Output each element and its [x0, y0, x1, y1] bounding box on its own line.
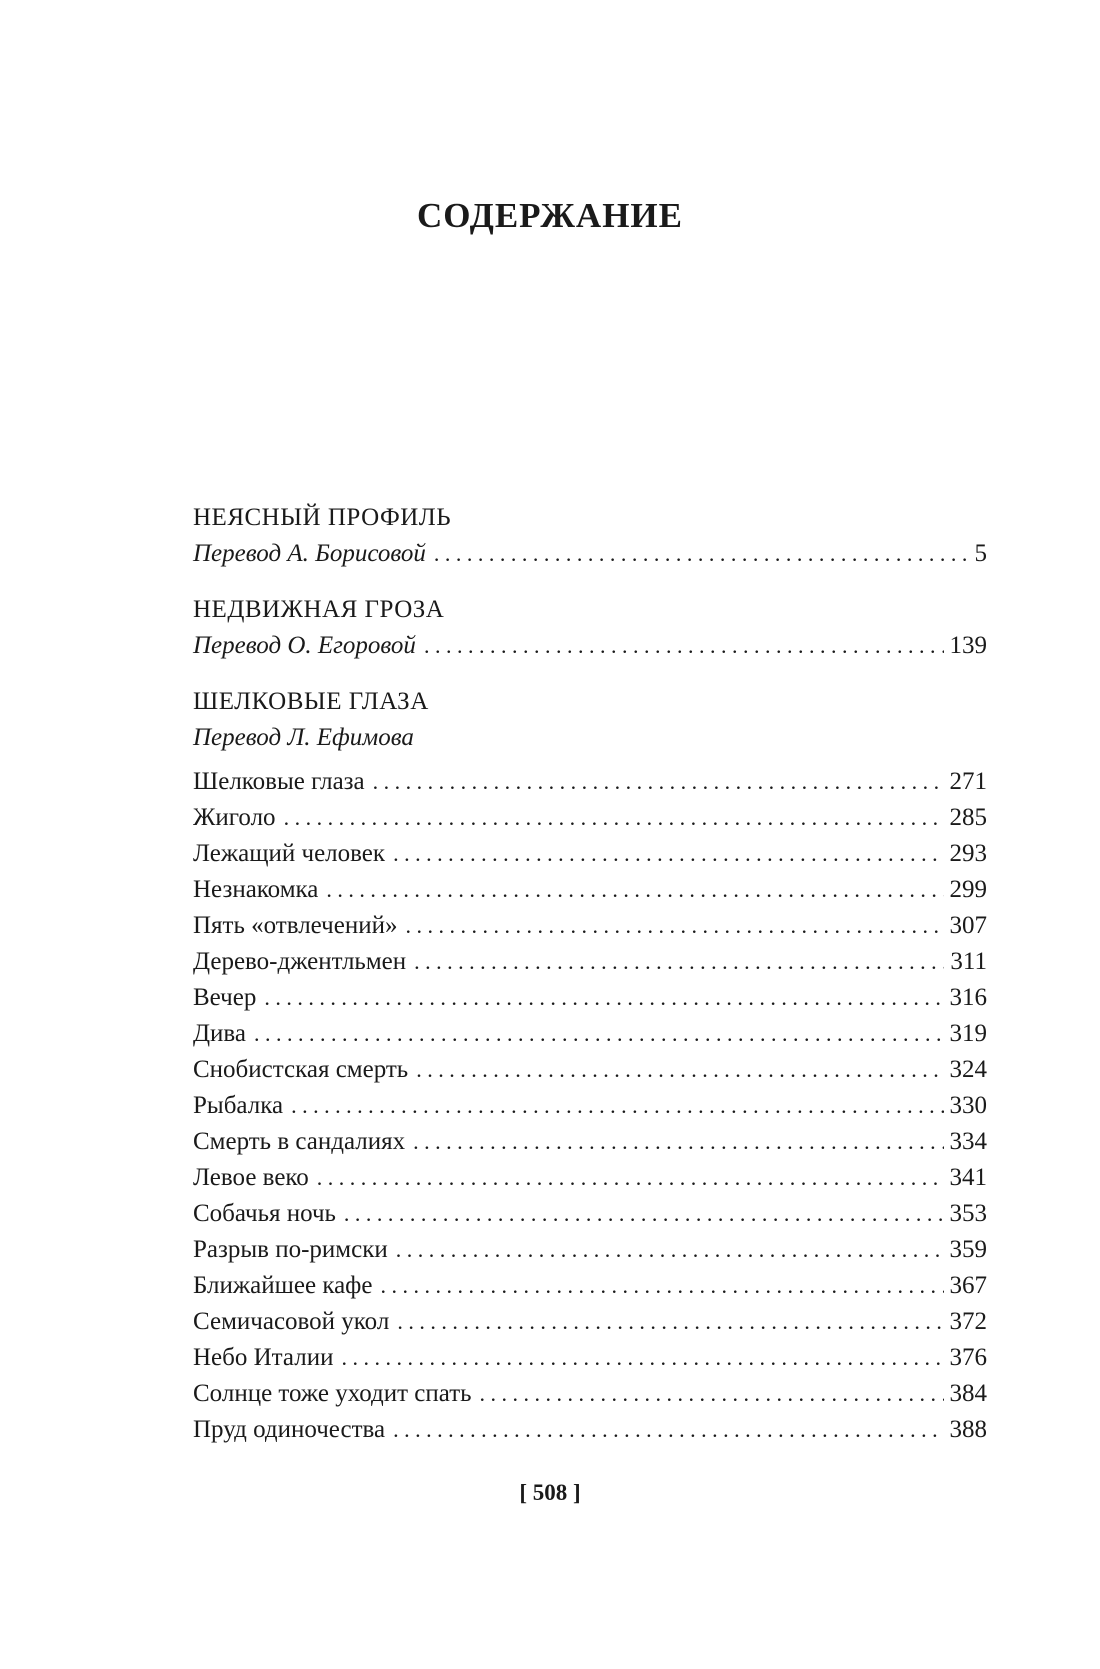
entry-title: Собачья ночь	[193, 1200, 336, 1227]
page-number: 367	[949, 1272, 987, 1299]
dot-leader	[396, 1232, 944, 1268]
entry-title: Вечер	[193, 984, 257, 1011]
entry-title: Пять «отвлечений»	[193, 912, 398, 939]
dot-leader	[413, 1124, 943, 1160]
page-number: 5	[974, 540, 987, 567]
toc-entry[interactable]	[193, 1196, 987, 1232]
toc-entry[interactable]	[193, 872, 987, 908]
toc-entry[interactable]	[193, 536, 987, 572]
dot-leader	[254, 1016, 943, 1052]
dot-leader	[414, 944, 944, 980]
translator-credit: Перевод А. Борисовой	[193, 540, 426, 567]
toc-entry[interactable]	[193, 1016, 987, 1052]
page-number: 285	[949, 804, 987, 831]
entry-title: Ближайшее кафе	[193, 1272, 373, 1299]
entry-title: Шелковые глаза	[193, 768, 365, 795]
dot-leader	[397, 1304, 943, 1340]
page-number: 334	[949, 1128, 987, 1155]
dot-leader	[424, 628, 944, 664]
dot-leader	[264, 980, 943, 1016]
toc-entry[interactable]	[193, 800, 987, 836]
translator-credit: Перевод Л. Ефимова	[193, 724, 414, 751]
toc-entry[interactable]	[193, 1340, 987, 1376]
toc-entry[interactable]	[193, 1268, 987, 1304]
page-number: 299	[949, 876, 987, 903]
toc-entry[interactable]	[193, 1088, 987, 1124]
toc-entry[interactable]	[193, 908, 987, 944]
dot-leader	[416, 1052, 943, 1088]
entry-title: Смерть в сандалиях	[193, 1128, 406, 1155]
entry-title: Семичасовой укол	[193, 1308, 390, 1335]
dot-leader	[373, 764, 944, 800]
dot-leader	[344, 1196, 944, 1232]
entry-title: Жиголо	[193, 804, 276, 831]
page-number: 319	[949, 1020, 987, 1047]
translator-credit: Перевод О. Егоровой	[193, 632, 416, 659]
entry-title: Солнце тоже уходит спать	[193, 1380, 472, 1407]
page-number: 353	[949, 1200, 987, 1227]
page-number: 293	[949, 840, 987, 867]
toc-entry[interactable]	[193, 1232, 987, 1268]
page-number: 372	[949, 1308, 987, 1335]
dot-leader	[393, 836, 943, 872]
entry-title: Разрыв по-римски	[193, 1236, 388, 1263]
toc-entry[interactable]	[193, 980, 987, 1016]
table-of-contents	[193, 500, 987, 1448]
dot-leader	[380, 1268, 943, 1304]
section-heading: НЕЯСНЫЙ ПРОФИЛЬ	[193, 504, 452, 531]
entry-title: Рыбалка	[193, 1092, 284, 1119]
page-number: 139	[949, 632, 987, 659]
page-number: 330	[949, 1092, 987, 1119]
entry-title: Пруд одиночества	[193, 1416, 386, 1443]
dot-leader	[284, 800, 944, 836]
dot-leader	[434, 536, 969, 572]
page-number: 388	[949, 1416, 987, 1443]
dot-leader	[393, 1412, 943, 1448]
entry-title: Дива	[193, 1020, 247, 1047]
entry-title: Лежащий человек	[193, 840, 386, 867]
toc-entry[interactable]	[193, 944, 987, 980]
dot-leader	[317, 1160, 944, 1196]
entry-title: Дерево-джентльмен	[193, 948, 407, 975]
page-number: 271	[949, 768, 987, 795]
page-number: 341	[949, 1164, 987, 1191]
entry-title: Небо Италии	[193, 1344, 334, 1371]
dot-leader	[480, 1376, 944, 1412]
entry-title: Снобистская смерть	[193, 1056, 409, 1083]
page-number: 376	[949, 1344, 987, 1371]
section-heading: ШЕЛКОВЫЕ ГЛАЗА	[193, 688, 429, 715]
story-list	[193, 764, 987, 1448]
toc-entry[interactable]	[193, 1052, 987, 1088]
toc-entry[interactable]	[193, 1304, 987, 1340]
dot-leader	[291, 1088, 943, 1124]
page-number: 359	[949, 1236, 987, 1263]
page-title: СОДЕРЖАНИЕ	[416, 196, 683, 235]
page-number: 384	[949, 1380, 987, 1407]
page-number: 324	[949, 1056, 987, 1083]
toc-entry[interactable]	[193, 1376, 987, 1412]
toc-entry[interactable]	[193, 628, 987, 664]
dot-leader	[405, 908, 943, 944]
toc-entry[interactable]	[193, 836, 987, 872]
entry-title: Незнакомка	[193, 876, 319, 903]
toc-entry[interactable]	[193, 1124, 987, 1160]
page-number: 316	[949, 984, 987, 1011]
section-heading: НЕДВИЖНАЯ ГРОЗА	[193, 596, 445, 623]
page-folio: [ 508 ]	[519, 1480, 581, 1505]
toc-entry[interactable]	[193, 1160, 987, 1196]
dot-leader	[326, 872, 943, 908]
page-number: 311	[950, 948, 987, 975]
dot-leader	[341, 1340, 943, 1376]
toc-entry[interactable]	[193, 1412, 987, 1448]
page-number: 307	[949, 912, 987, 939]
entry-title: Левое веко	[193, 1164, 309, 1191]
toc-entry[interactable]	[193, 764, 987, 800]
